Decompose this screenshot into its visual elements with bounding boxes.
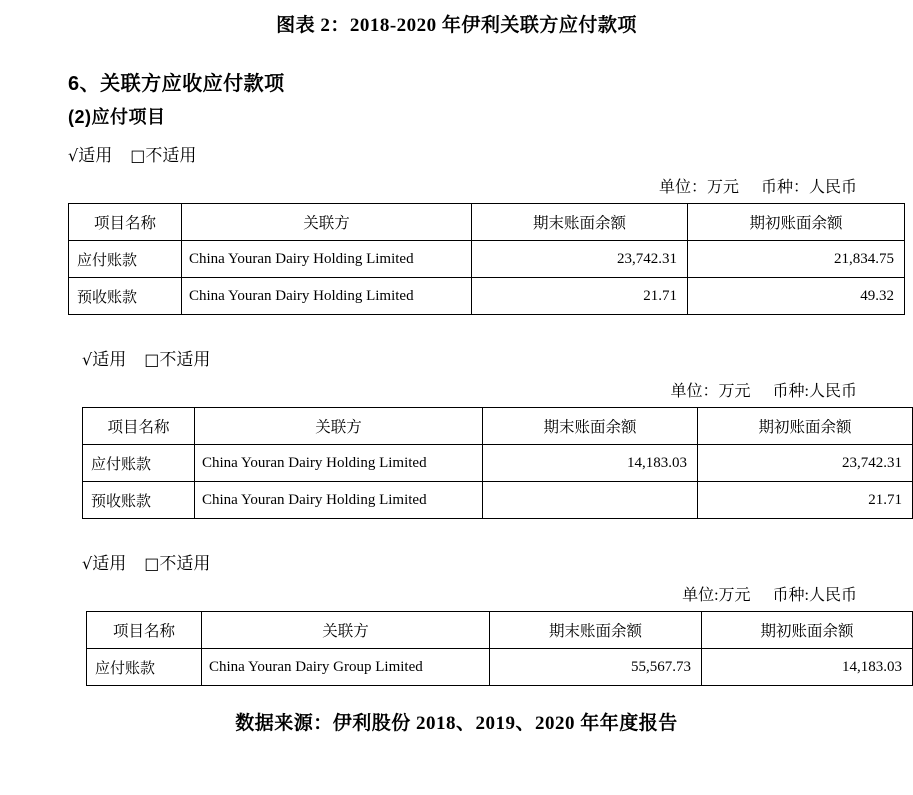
payables-table-3 xyxy=(86,611,913,686)
cell-related-party: China Youran Dairy Holding Limited xyxy=(195,482,483,519)
not-applicable-label-3: 不适用 xyxy=(159,554,211,573)
unit-text-1: 单位：万元 xyxy=(658,179,739,196)
cell-end-balance: 23,742.31 xyxy=(472,241,688,278)
applicable-checkbox-1[interactable]: √ xyxy=(68,146,79,165)
document-body xyxy=(0,67,913,686)
column-header-name: 项目名称 xyxy=(87,612,202,649)
table-row xyxy=(83,482,913,519)
applicability-line-1 xyxy=(68,141,857,166)
applicable-label-3: 适用 xyxy=(92,554,127,573)
column-header-end-balance: 期末账面余额 xyxy=(490,612,702,649)
cell-related-party: China Youran Dairy Group Limited xyxy=(202,649,490,686)
table-row xyxy=(87,649,913,686)
unit-line-2 xyxy=(68,378,857,401)
cell-end-balance xyxy=(483,482,698,519)
not-applicable-label-2: 不适用 xyxy=(159,350,211,369)
unit-text-2: 单位：万元 xyxy=(670,383,751,400)
applicable-label-1: 适用 xyxy=(78,146,113,165)
cell-related-party: China Youran Dairy Holding Limited xyxy=(182,241,472,278)
section-heading-2: (2)应付项目 xyxy=(68,107,166,127)
figure-source: 数据来源：伊利股份 2018、2019、2020 年年度报告 xyxy=(235,713,678,734)
cell-item-name: 预收账款 xyxy=(69,278,182,315)
cell-item-name: 应付账款 xyxy=(69,241,182,278)
cell-related-party: China Youran Dairy Holding Limited xyxy=(182,278,472,315)
not-applicable-checkbox-1[interactable]: □ xyxy=(130,146,146,165)
column-header-name: 项目名称 xyxy=(69,204,182,241)
column-header-end-balance: 期末账面余额 xyxy=(472,204,688,241)
applicability-line-3 xyxy=(68,549,857,574)
cell-end-balance: 14,183.03 xyxy=(483,445,698,482)
applicable-checkbox-3[interactable]: √ xyxy=(82,554,93,573)
column-header-party: 关联方 xyxy=(202,612,490,649)
column-header-end-balance: 期末账面余额 xyxy=(483,408,698,445)
unit-text-3: 单位:万元 xyxy=(682,587,751,604)
cell-item-name: 预收账款 xyxy=(83,482,195,519)
currency-text-1: 币种：人民币 xyxy=(760,179,857,196)
column-header-party: 关联方 xyxy=(182,204,472,241)
not-applicable-label-1: 不适用 xyxy=(145,146,197,165)
table-header-row xyxy=(83,408,913,445)
column-header-begin-balance: 期初账面余额 xyxy=(698,408,913,445)
payables-table-1 xyxy=(68,203,905,315)
cell-begin-balance: 14,183.03 xyxy=(702,649,913,686)
table-row xyxy=(69,278,905,315)
not-applicable-checkbox-3[interactable]: □ xyxy=(144,554,160,573)
applicable-label-2: 适用 xyxy=(92,350,127,369)
applicable-checkbox-2[interactable]: √ xyxy=(82,350,93,369)
cell-begin-balance: 21,834.75 xyxy=(688,241,905,278)
cell-end-balance: 55,567.73 xyxy=(490,649,702,686)
table-header-row xyxy=(87,612,913,649)
currency-text-3: 币种:人民币 xyxy=(772,587,857,604)
cell-item-name: 应付账款 xyxy=(87,649,202,686)
column-header-party: 关联方 xyxy=(195,408,483,445)
cell-begin-balance: 23,742.31 xyxy=(698,445,913,482)
figure-title: 图表 2：2018-2020 年伊利关联方应付款项 xyxy=(276,15,637,36)
applicability-line-2 xyxy=(68,345,857,370)
currency-text-2: 币种:人民币 xyxy=(772,383,857,400)
cell-item-name: 应付账款 xyxy=(83,445,195,482)
cell-begin-balance: 21.71 xyxy=(698,482,913,519)
table-row xyxy=(83,445,913,482)
column-header-begin-balance: 期初账面余额 xyxy=(688,204,905,241)
cell-end-balance: 21.71 xyxy=(472,278,688,315)
column-header-name: 项目名称 xyxy=(83,408,195,445)
column-header-begin-balance: 期初账面余额 xyxy=(702,612,913,649)
section-heading-1: 6、关联方应收应付款项 xyxy=(68,73,285,95)
unit-line-3 xyxy=(68,582,857,605)
not-applicable-checkbox-2[interactable]: □ xyxy=(144,350,160,369)
cell-begin-balance: 49.32 xyxy=(688,278,905,315)
cell-related-party: China Youran Dairy Holding Limited xyxy=(195,445,483,482)
table-header-row xyxy=(69,204,905,241)
payables-table-2 xyxy=(82,407,913,519)
table-row xyxy=(69,241,905,278)
unit-line-1 xyxy=(68,174,857,197)
